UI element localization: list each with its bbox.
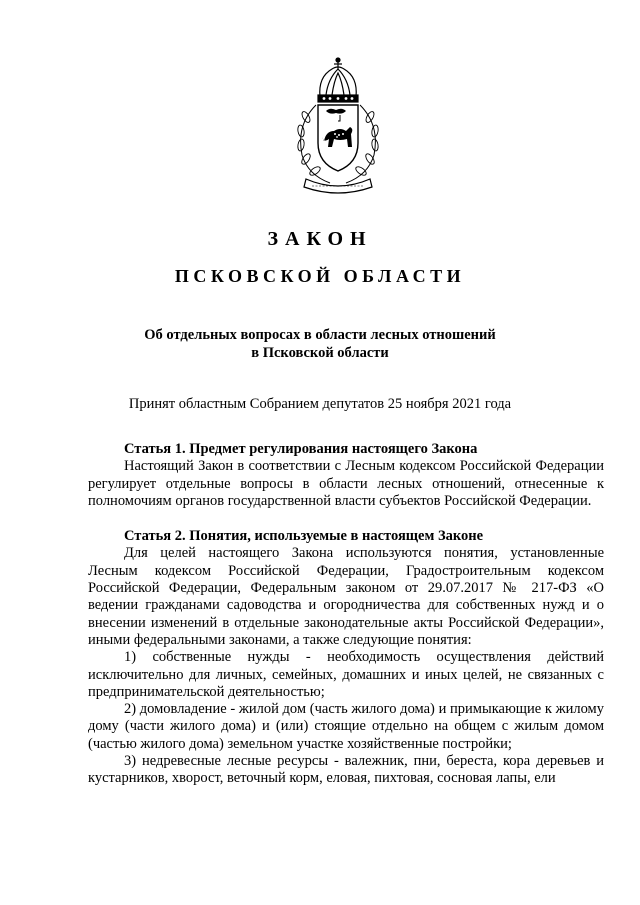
region-name: ПСКОВСКОЙ ОБЛАСТИ [174,266,466,286]
adoption-date: Принят областным Собранием депутатов 25 ноября 2021 года [128,396,512,412]
article-2-item-3: 3) недревесные лесные ресурсы - валежник, пни, береста, кора деревьев и кустарников, хворост, веточный корм, еловая, пихтовая, сосновая лапы, ели [88,753,604,787]
subtitle-line-1: Об отдельных вопросах в области лесных отношений [144,327,496,343]
article-1-heading: Статья 1. Предмет регулирования настоящего Закона [124,441,478,457]
article-2-item-1: 1) собственные нужды - необходимость осуществления действий исключительно для личных, семейных, домашних и иных целей, не связанных с предпринимательской деятельностью; [88,649,604,700]
law-subtitle [0,326,640,362]
article-2-item-2: 2) домовладение - жилой дом (часть жилого дома) и примыкающие к жилому дому (части жилого дома) и (или) стоящие отдельно на общем с жилым домом (частью жилого дома) земельном участке хозяйственные постройки; [88,701,604,752]
article-2-heading: Статья 2. Понятия, используемые в настоящем Законе [124,528,484,545]
document-title: ЗАКОН [267,228,373,250]
article-2-intro: Для целей настоящего Закона используются понятия, установленные Лесным кодексом Российской Федерации, Градостроительным кодексом Российской Федерации, Федеральным законом от 29.07.2017 № 217-ФЗ «О ведении гражданами садоводства и огородничества для собственных нужд и о внесении изменений в отдельные законодательные акты Российской Федерации», иными федеральными законами, а также следующие понятия: [88,545,604,648]
pskov-coat-of-arms-icon [288,55,388,200]
subtitle-line-2: в Псковской области [251,345,389,361]
article-1-text: Настоящий Закон в соответствии с Лесным кодексом Российской Федерации регулирует отдельные вопросы в области лесных отношений, отнесенные к полномочиям органов государственной власти субъектов Российской Федерации. [88,458,604,509]
law-body [88,441,604,788]
